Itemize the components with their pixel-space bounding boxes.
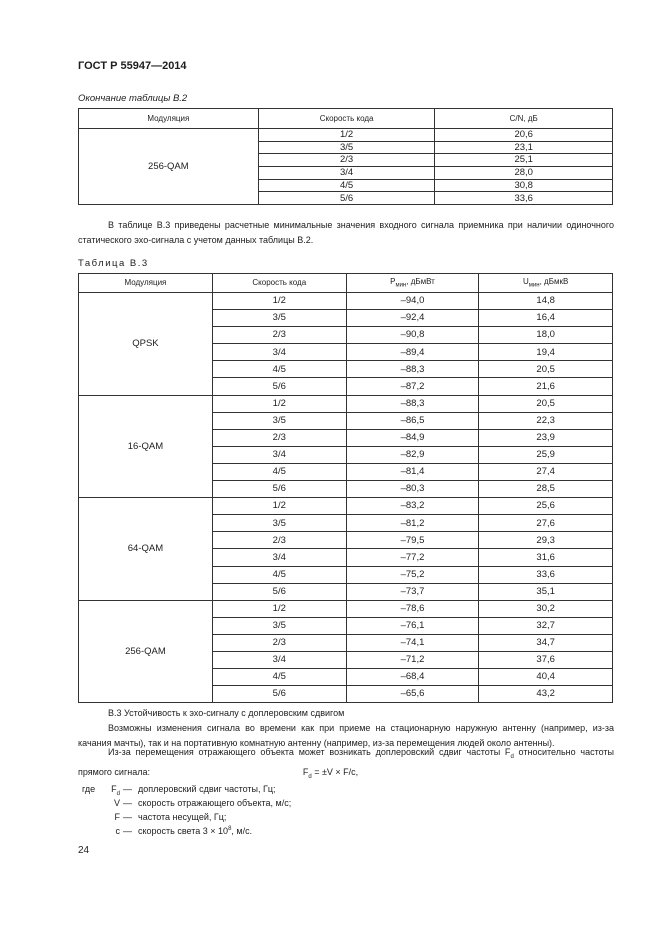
page-number: 24 [78, 845, 90, 856]
definition-dash: — [123, 798, 132, 808]
table-row [79, 498, 613, 515]
doppler-formula: $F_d = \pm V \times F/c$, [302, 767, 359, 780]
code-rate-cell: 3/4 [212, 651, 346, 668]
pmin-cell: –78,6 [346, 600, 479, 617]
umin-cell: 30,2 [479, 600, 613, 617]
intro-paragraph: В таблице В.3 приведены расчетные минимальные значения входного сигнала приемника при наличии одиночного статического эхо-сигнала с учетом данных таблицы В.2. [78, 220, 614, 245]
umin-cell: 34,7 [479, 634, 613, 651]
code-rate-cell: 3/5 [258, 141, 435, 154]
pmin-cell: –88,3 [346, 395, 479, 412]
pmin-cell: –87,2 [346, 378, 479, 395]
pmin-cell: –73,7 [346, 583, 479, 600]
modulation-cell: 16-QAM [79, 395, 213, 498]
cn-cell: 33,6 [435, 192, 613, 205]
definition-text: скорость отражающего объекта, м/с; [138, 798, 292, 808]
code-rate-cell: 2/3 [212, 634, 346, 651]
pmin-cell: –84,9 [346, 429, 479, 446]
umin-cell: 19,4 [479, 344, 613, 361]
pmin-cell: –71,2 [346, 651, 479, 668]
modulation-cell: 64-QAM [79, 498, 213, 601]
umin-cell: 43,2 [479, 686, 613, 703]
code-rate-cell: 5/6 [212, 583, 346, 600]
cn-cell: 28,0 [435, 167, 613, 180]
umin-cell: 29,3 [479, 532, 613, 549]
pmin-cell: –81,4 [346, 463, 479, 480]
umin-cell: 40,4 [479, 669, 613, 686]
umin-cell: 25,6 [479, 498, 613, 515]
where-word: где [82, 784, 96, 794]
umin-cell: 37,6 [479, 651, 613, 668]
pmin-cell: –83,2 [346, 498, 479, 515]
pmin-cell: –77,2 [346, 549, 479, 566]
code-rate-cell: 3/5 [212, 515, 346, 532]
table-b2-caption: Окончание таблицы В.2 [78, 93, 188, 104]
code-rate-cell: 5/6 [212, 686, 346, 703]
pmin-cell: –92,4 [346, 310, 479, 327]
umin-cell: 31,6 [479, 549, 613, 566]
umin-cell: 16,4 [479, 310, 613, 327]
table-row [79, 129, 613, 142]
code-rate-cell: 2/3 [258, 154, 435, 167]
umin-cell: 21,6 [479, 378, 613, 395]
umin-cell: 20,5 [479, 361, 613, 378]
code-rate-cell: 3/4 [212, 446, 346, 463]
pmin-cell: –81,2 [346, 515, 479, 532]
umin-cell: 22,3 [479, 412, 613, 429]
umin-cell: 35,1 [479, 583, 613, 600]
umin-cell: 25,9 [479, 446, 613, 463]
code-rate-cell: 3/5 [212, 310, 346, 327]
cn-cell: 30,8 [435, 179, 613, 192]
table-row [79, 395, 613, 412]
pmin-cell: –76,1 [346, 617, 479, 634]
code-rate-cell: 5/6 [212, 481, 346, 498]
pmin-cell: –68,4 [346, 669, 479, 686]
definition-symbol: $F_d$ [111, 784, 120, 797]
code-rate-cell: 3/4 [258, 167, 435, 180]
cn-cell: 23,1 [435, 141, 613, 154]
header-modulation: Модуляция [79, 274, 213, 293]
pmin-cell: –65,6 [346, 686, 479, 703]
header-code-rate: Скорость кода [258, 109, 435, 129]
code-rate-cell: 4/5 [212, 463, 346, 480]
header-cn: С/N, дБ [435, 109, 613, 129]
definition-symbol: V [113, 798, 120, 808]
definition-text: доплеровский сдвиг частоты, Гц; [138, 784, 276, 794]
code-rate-cell: 5/6 [212, 378, 346, 395]
code-rate-cell: 1/2 [212, 293, 346, 310]
code-rate-cell: 2/3 [212, 327, 346, 344]
code-rate-cell: 1/2 [212, 600, 346, 617]
table-b2 [78, 108, 613, 205]
cn-cell: 25,1 [435, 154, 613, 167]
section-heading: В.3 Устойчивость к эхо-сигналу с доплеровским сдвигом [108, 708, 345, 718]
table-row [79, 600, 613, 617]
modulation-cell: 256-QAM [79, 600, 213, 703]
code-rate-cell: 4/5 [258, 179, 435, 192]
code-rate-cell: 3/4 [212, 344, 346, 361]
pmin-cell: –82,9 [346, 446, 479, 463]
pmin-cell: –90,8 [346, 327, 479, 344]
pmin-cell: –89,4 [346, 344, 479, 361]
definition-text: скорость света $3 \times 10^8$, м/с. [138, 826, 253, 836]
code-rate-cell: 3/5 [212, 617, 346, 634]
definition-symbol: c [115, 826, 120, 836]
umin-cell: 32,7 [479, 617, 613, 634]
header-code-rate: Скорость кода [212, 274, 346, 293]
umin-cell: 33,6 [479, 566, 613, 583]
code-rate-cell: 1/2 [212, 395, 346, 412]
pmin-cell: –75,2 [346, 566, 479, 583]
definition-dash: — [123, 826, 132, 836]
code-rate-cell: 1/2 [258, 129, 435, 142]
pmin-cell: –88,3 [346, 361, 479, 378]
pmin-cell: –74,1 [346, 634, 479, 651]
umin-cell: 20,5 [479, 395, 613, 412]
definition-text: частота несущей, Гц; [138, 812, 227, 822]
table-b3 [78, 273, 613, 703]
header-pmin: $P_{мин}$, дБмВт [346, 274, 479, 293]
code-rate-cell: 2/3 [212, 429, 346, 446]
pmin-cell: –79,5 [346, 532, 479, 549]
code-rate-cell: 5/6 [258, 192, 435, 205]
umin-cell: 18,0 [479, 327, 613, 344]
section-paragraph-2: Из-за перемещения отражающего объекта может возникать доплеровский сдвиг частоты $F_d$ относительно частоты прямого сигнала: [78, 747, 614, 777]
umin-cell: 23,9 [479, 429, 613, 446]
pmin-cell: –86,5 [346, 412, 479, 429]
code-rate-cell: 4/5 [212, 566, 346, 583]
modulation-cell: QPSK [79, 293, 213, 396]
code-rate-cell: 4/5 [212, 669, 346, 686]
cn-cell: 20,6 [435, 129, 613, 142]
definition-dash: — [123, 812, 132, 822]
modulation-cell: 256-QAM [79, 129, 259, 205]
header-umin: $U_{мин}$, дБмкВ [479, 274, 613, 293]
document-header: ГОСТ Р 55947—2014 [78, 60, 187, 72]
section-paragraph-1: Возможны изменения сигнала во времени как при приеме на стационарную наружную антенну (например, из-за качания мачты), так и на портативную комнатную антенну (например, из-за перемещения людей около антенны). [78, 723, 614, 748]
code-rate-cell: 2/3 [212, 532, 346, 549]
umin-cell: 14,8 [479, 293, 613, 310]
table-b3-caption: Таблица В.3 [78, 258, 149, 269]
header-modulation: Модуляция [79, 109, 259, 129]
pmin-cell: –94,0 [346, 293, 479, 310]
definition-symbol: F [114, 812, 120, 822]
code-rate-cell: 4/5 [212, 361, 346, 378]
code-rate-cell: 1/2 [212, 498, 346, 515]
definition-dash: — [123, 784, 132, 794]
code-rate-cell: 3/5 [212, 412, 346, 429]
umin-cell: 28,5 [479, 481, 613, 498]
code-rate-cell: 3/4 [212, 549, 346, 566]
pmin-cell: –80,3 [346, 481, 479, 498]
umin-cell: 27,6 [479, 515, 613, 532]
umin-cell: 27,4 [479, 463, 613, 480]
table-row [79, 293, 613, 310]
